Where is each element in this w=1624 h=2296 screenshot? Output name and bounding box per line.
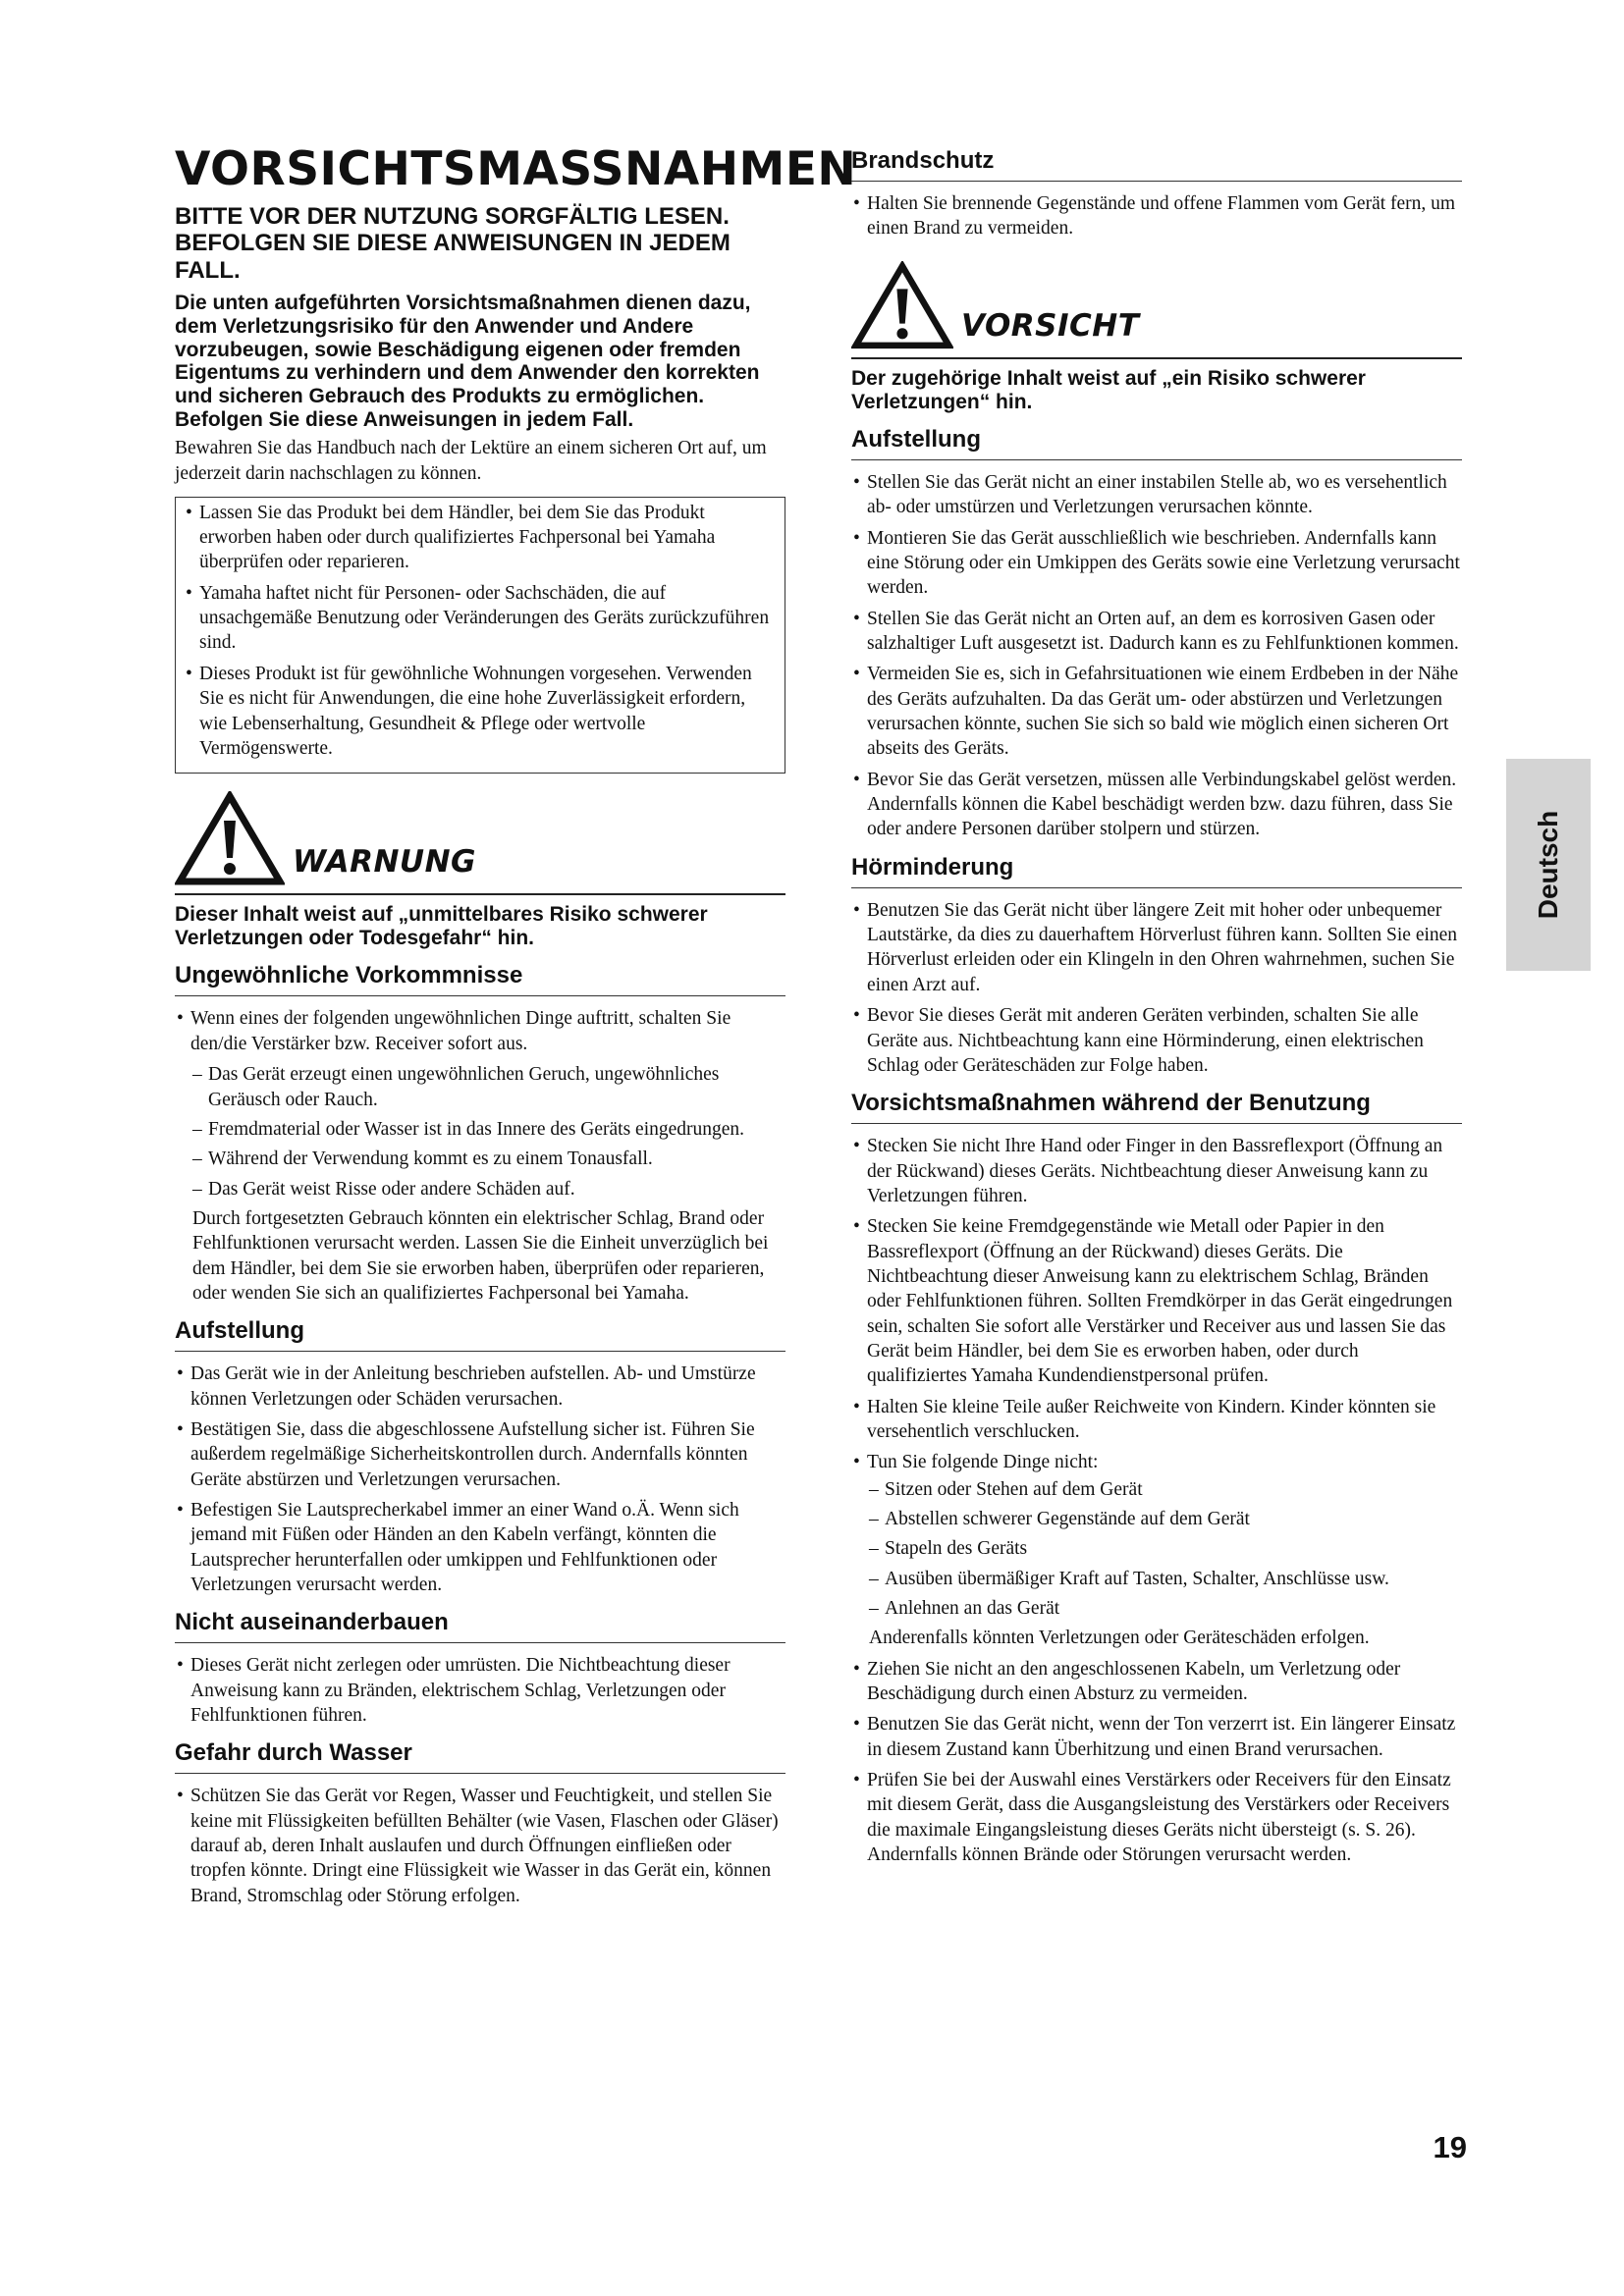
water-item: • Schützen Sie das Gerät vor Regen, Wasser und Feuchtigkeit, und stellen Sie keine mit Flüssigkeiten befüllten Behälter (wie Vasen, Flaschen oder Gläser) darauf ab, deren Inhalt auslaufen und durch Öffnungen einfließen oder tropfen könnte. Dringt eine Flüssigkeit wie Wasser in das Gerät ein, können Brand, Stromschlag oder Störung erfolgen. <box>175 1784 785 1908</box>
installation-item: • Bestätigen Sie, dass die abgeschlossene Aufstellung sicher ist. Führen Sie außerdem regelmäßige Sicherheitskontrollen durch. Andernfalls könnten Geräte abstürzen und Verletzungen verursachen. <box>175 1417 785 1492</box>
section-heading-disassembly: Nicht auseinanderbauen <box>175 1609 785 1643</box>
usage-item: • Prüfen Sie bei der Auswahl eines Verstärkers oder Receivers für den Einsatz mit diesem Gerät, dass die Ausgangsleistung des Verstärkers oder Receivers die maximale Eingangsleistung dieses Geräts nicht übersteigt (s. S. 26). Andernfalls können Brände oder Störungen verursacht werden. <box>851 1768 1462 1867</box>
notice-item: • Dieses Produkt ist für gewöhnliche Wohnungen vorgesehen. Verwenden Sie es nicht für Anwendungen, die eine hohe Zuverlässigkeit erfordern, wie Lebenserhaltung, Gesundheit & Pflege oder wertvolle Vermögenswerte. <box>184 662 777 761</box>
installation-item: • Befestigen Sie Lautsprecherkabel immer an einer Wand o.Ä. Wenn sich jemand mit Füßen oder Händen an den Kabeln verfängt, könnten die Lautsprecher herunterfallen oder umkippen und Fehlfunktionen oder Verletzungen verursacht werden. <box>175 1498 785 1597</box>
usage-dash-item: – Abstellen schwerer Gegenstände auf dem Gerät <box>851 1507 1462 1531</box>
fire-item: • Halten Sie brennende Gegenstände und offene Flammen vom Gerät fern, um einen Brand zu vermeiden. <box>851 191 1462 241</box>
installation-item: • Stellen Sie das Gerät nicht an Orten auf, an dem es korrosiven Gasen oder salzhaltiger Luft ausgesetzt ist. Dadurch kann es zu Fehlfunktionen kommen. <box>851 607 1462 657</box>
usage-dash-item: – Ausüben übermäßiger Kraft auf Tasten, Schalter, Anschlüsse usw. <box>851 1567 1462 1591</box>
notice-item: • Yamaha haftet nicht für Personen- oder Sachschäden, die auf unsachgemäße Benutzung oder Veränderungen des Geräts zurückzuführen sind. <box>184 581 777 656</box>
section-heading-water: Gefahr durch Wasser <box>175 1739 785 1774</box>
section-heading-usage: Vorsichtsmaßnahmen während der Benutzung <box>851 1090 1462 1124</box>
caution-block <box>851 261 1462 414</box>
intro-text: Bewahren Sie das Handbuch nach der Lektüre an einem sicheren Ort auf, um jederzeit darin nachschlagen zu können. <box>175 438 767 485</box>
page-title: VORSICHTSMASSNAHMEN <box>175 142 857 196</box>
section-heading-hearing: Hörminderung <box>851 854 1462 888</box>
installation-item: • Montieren Sie das Gerät ausschließlich wie beschrieben. Andernfalls kann eine Störung oder ein Umkippen des Geräts sowie eine Verletzung verursacht werden. <box>851 526 1462 601</box>
usage-item: • Benutzen Sie das Gerät nicht, wenn der Ton verzerrt ist. Ein längerer Einsatz in diesem Zustand kann Überhitzung und einen Brand verursachen. <box>851 1712 1462 1762</box>
notice-box <box>175 497 785 774</box>
warning-label: WARNUNG <box>293 844 476 881</box>
unusual-item: – Das Gerät erzeugt einen ungewöhnlichen Geruch, ungewöhnliches Geräusch oder Rauch. <box>175 1062 785 1112</box>
page-number: 19 <box>1433 2130 1467 2164</box>
section-heading-unusual: Ungewöhnliche Vorkommnisse <box>175 962 785 996</box>
warning-description: Dieser Inhalt weist auf „unmittelbares Risiko schwerer Verletzungen oder Todesgefahr“ hin. <box>175 903 708 950</box>
section-heading-installation-2: Aufstellung <box>851 426 1462 460</box>
page-subtitle: BITTE VOR DER NUTZUNG SORGFÄLTIG LESEN. BEFOLGEN SIE DIESE ANWEISUNGEN IN JEDEM FALL. <box>175 203 731 284</box>
language-tab <box>1506 759 1591 971</box>
section-heading-installation: Aufstellung <box>175 1317 785 1352</box>
usage-dash-item: – Stapeln des Geräts <box>851 1536 1462 1561</box>
unusual-note: Durch fortgesetzten Gebrauch könnten ein elektrischer Schlag, Brand oder Fehlfunktionen verursacht werden. Lassen Sie die Einheit unverzüglich bei dem Händler, bei dem Sie sie erworben haben, überprüfen oder reparieren, oder wenden Sie sich an qualifiziertes Fachpersonal bei Yamaha. <box>192 1207 769 1304</box>
notice-item: • Lassen Sie das Produkt bei dem Händler, bei dem Sie das Produkt erworben haben oder durch qualifiziertes Fachpersonal bei Yamaha überprüfen oder reparieren. <box>184 501 777 575</box>
caution-description: Der zugehörige Inhalt weist auf „ein Risiko schwerer Verletzungen“ hin. <box>851 366 1366 413</box>
unusual-item: – Das Gerät weist Risse oder andere Schäden auf. <box>175 1177 785 1201</box>
usage-item: • Stecken Sie nicht Ihre Hand oder Finger in den Bassreflexport (Öffnung an der Rückwand) dieses Geräts. Nichtbeachtung dieser Anweisung kann zu Verletzungen führen. <box>851 1134 1462 1208</box>
installation-item: • Stellen Sie das Gerät nicht an einer instabilen Stelle ab, wo es versehentlich ab- oder umstürzen und Verletzungen verursachen könnte. <box>851 470 1462 520</box>
right-column <box>851 147 1462 1873</box>
unusual-intro: • Wenn eines der folgenden ungewöhnlichen Dinge auftritt, schalten Sie den/die Verstärker bzw. Receiver sofort aus. <box>175 1006 785 1056</box>
language-tab-label: Deutsch <box>1533 810 1563 920</box>
intro-bold-text: Die unten aufgeführten Vorsichtsmaßnahmen dienen dazu, dem Verletzungsrisiko für den Anwender und Andere vorzubeugen, sowie Beschädigung eigenen oder fremden Eigentums zu verhindern und dem Anwender den korrekten und sicheren Gebrauch des Produkts zu ermöglichen. Befolgen Sie diese Anweisungen in jedem Fall. <box>175 291 760 432</box>
usage-dash-item: – Sitzen oder Stehen auf dem Gerät <box>851 1477 1462 1502</box>
left-column <box>175 142 857 1914</box>
disassembly-item: • Dieses Gerät nicht zerlegen oder umrüsten. Die Nichtbeachtung dieser Anweisung kann zu Bränden, elektrischem Schlag, Verletzungen oder Fehlfunktionen führen. <box>175 1653 785 1728</box>
warning-triangle-icon <box>175 791 285 887</box>
installation-item: • Vermeiden Sie es, sich in Gefahrsituationen wie einem Erdbeben in der Nähe des Geräts aufzuhalten. Da das Gerät um- oder abstürzen und Verletzungen verursachen könnte, suchen Sie sich so bald wie möglich einen sicheren Ort abseits des Geräts. <box>851 662 1462 761</box>
caution-triangle-icon <box>851 261 953 351</box>
unusual-item: – Fremdmaterial oder Wasser ist in das Innere des Geräts eingedrungen. <box>175 1117 785 1142</box>
installation-item: • Bevor Sie das Gerät versetzen, müssen alle Verbindungskabel gelöst werden. Andernfalls können die Kabel beschädigt werden bzw. dazu führen, dass Sie oder andere Personen darüber stolpern und stürzen. <box>851 768 1462 842</box>
hearing-item: • Benutzen Sie das Gerät nicht über längere Zeit mit hoher oder unbequemer Lautstärke, da dies zu dauerhaftem Hörverlust führen kann. Sollten Sie einen Hörverlust erleiden oder ein Klingeln in den Ohren wahrnehmen, suchen Sie einen Arzt auf. <box>851 898 1462 997</box>
usage-dash-item: – Anlehnen an das Gerät <box>851 1596 1462 1621</box>
usage-item: • Halten Sie kleine Teile außer Reichweite von Kindern. Kinder könnten sie versehentlich verschlucken. <box>851 1395 1462 1445</box>
usage-note: Anderenfalls könnten Verletzungen oder Geräteschäden erfolgen. <box>869 1628 1370 1649</box>
usage-item: • Ziehen Sie nicht an den angeschlossenen Kabeln, um Verletzung oder Beschädigung durch einen Absturz zu vermeiden. <box>851 1657 1462 1707</box>
installation-item: • Das Gerät wie in der Anleitung beschrieben aufstellen. Ab- und Umstürze können Verletzungen oder Schäden verursachen. <box>175 1362 785 1412</box>
hearing-item: • Bevor Sie dieses Gerät mit anderen Geräten verbinden, schalten Sie alle Geräte aus. Nichtbeachtung kann eine Hörminderung, einen elektrischen Schlag oder Geräteschäden zur Folge haben. <box>851 1003 1462 1078</box>
usage-item: • Tun Sie folgende Dinge nicht: <box>851 1450 1462 1474</box>
unusual-item: – Während der Verwendung kommt es zu einem Tonausfall. <box>175 1147 785 1171</box>
section-heading-fire: Brandschutz <box>851 147 1462 182</box>
caution-label: VORSICHT <box>961 307 1140 344</box>
warning-block <box>175 791 785 950</box>
usage-item: • Stecken Sie keine Fremdgegenstände wie Metall oder Papier in den Bassreflexport (Öffnung an der Rückwand) dieses Geräts. Die Nichtbeachtung dieser Anweisung kann zu elektrischem Schlag, Bränden oder Fehlfunktionen führen. Sollten Fremdkörper in das Gerät eingedrungen sein, schalten Sie sofort alle Verstärker und Receiver aus und lassen Sie das Gerät beim Händler, bei dem Sie es erworben haben, oder durch qualifiziertes Yamaha Kundendienstpersonal prüfen. <box>851 1214 1462 1388</box>
